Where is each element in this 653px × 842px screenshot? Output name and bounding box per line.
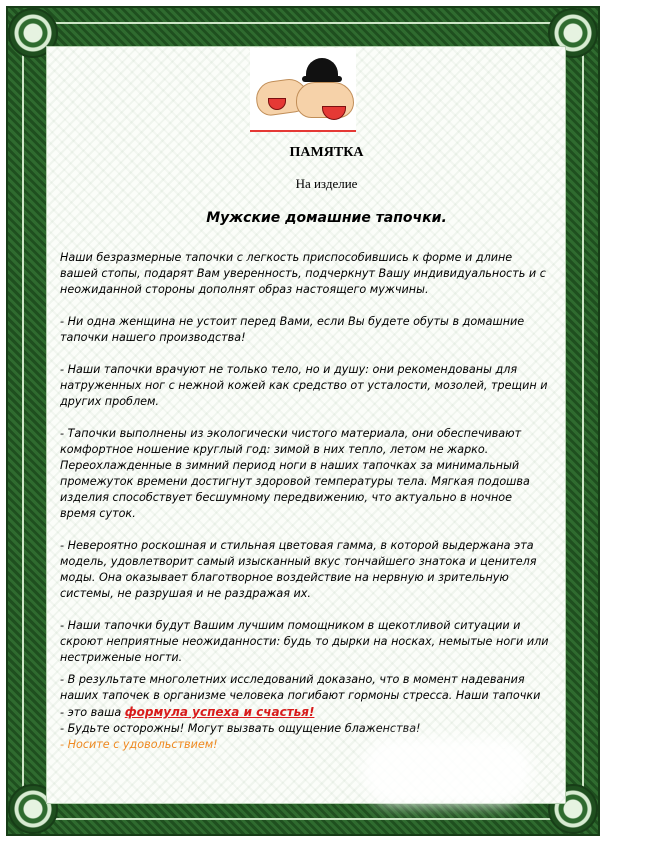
formula-line (60, 704, 550, 721)
final-paragraph: - В результате многолетних исследований доказано, что в момент надевания наших тапочек в организме человека погибают гормоны стресса. Наши тапочки (60, 673, 541, 702)
document-subtitle: На изделие (295, 176, 358, 191)
paragraph: - Наши тапочки врачуют не только тело, но и душу: они рекомендованы для натруженных ног с нежной кожей как средство от усталости, мозолей, трещин и других проблем. (60, 363, 548, 408)
paragraph: - Тапочки выполнены из экологически чистого материала, они обеспечивают комфортное ношение круглый год: зимой в них тепло, летом не жарко. Переохлажденные в зимний период ноги в наших тапочках за минимальный промежуток времени достигнут здоровой температуры тела. Мягкая подошва изделия способствует бесшумному передвижению, что актуально в ночное время суток. (60, 427, 530, 520)
hat-brim-shape (302, 76, 342, 82)
paragraph: - Наши тапочки будут Вашим лучшим помощником в щекотливой ситуации и скроют неприятные неожиданности: будь то дырки на носках, немытые ноги или нестриженые ногти. (60, 619, 549, 664)
document-title: ПАМЯТКА (289, 145, 364, 160)
formula-prefix: - это ваша (60, 706, 125, 719)
document-body (60, 250, 550, 753)
paragraph: Наши безразмерные тапочки с легкость приспособившись к форме и длине вашей стопы, подарят Вам уверенность, подчеркнут Вашу индивидуальность и с неожиданной стороны дополнят образ настоящего мужчины. (60, 251, 546, 296)
closing-line: - Носите с удовольствием! (60, 738, 218, 751)
product-name: Мужские домашние тапочки. (206, 210, 447, 226)
formula-highlight: формула успеха и счастья! (124, 705, 315, 719)
white-smudge (372, 748, 522, 794)
paragraph: - Невероятно роскошная и стильная цветовая гамма, в которой выдержана эта модель, удовлетворит самый изысканный вкус тончайшего знатока и ценителя моды. Она оказывает благотворное воздействие на нервную и зрительную системы, не разрушая и не раздражая их. (60, 539, 537, 600)
paragraph: - Ни одна женщина не устоит перед Вами, если Вы будете обуты в домашние тапочки нашего производства! (60, 315, 525, 344)
warning-line: - Будьте осторожны! Могут вызвать ощущение блаженства! (60, 722, 421, 735)
slippers-image (250, 48, 356, 132)
